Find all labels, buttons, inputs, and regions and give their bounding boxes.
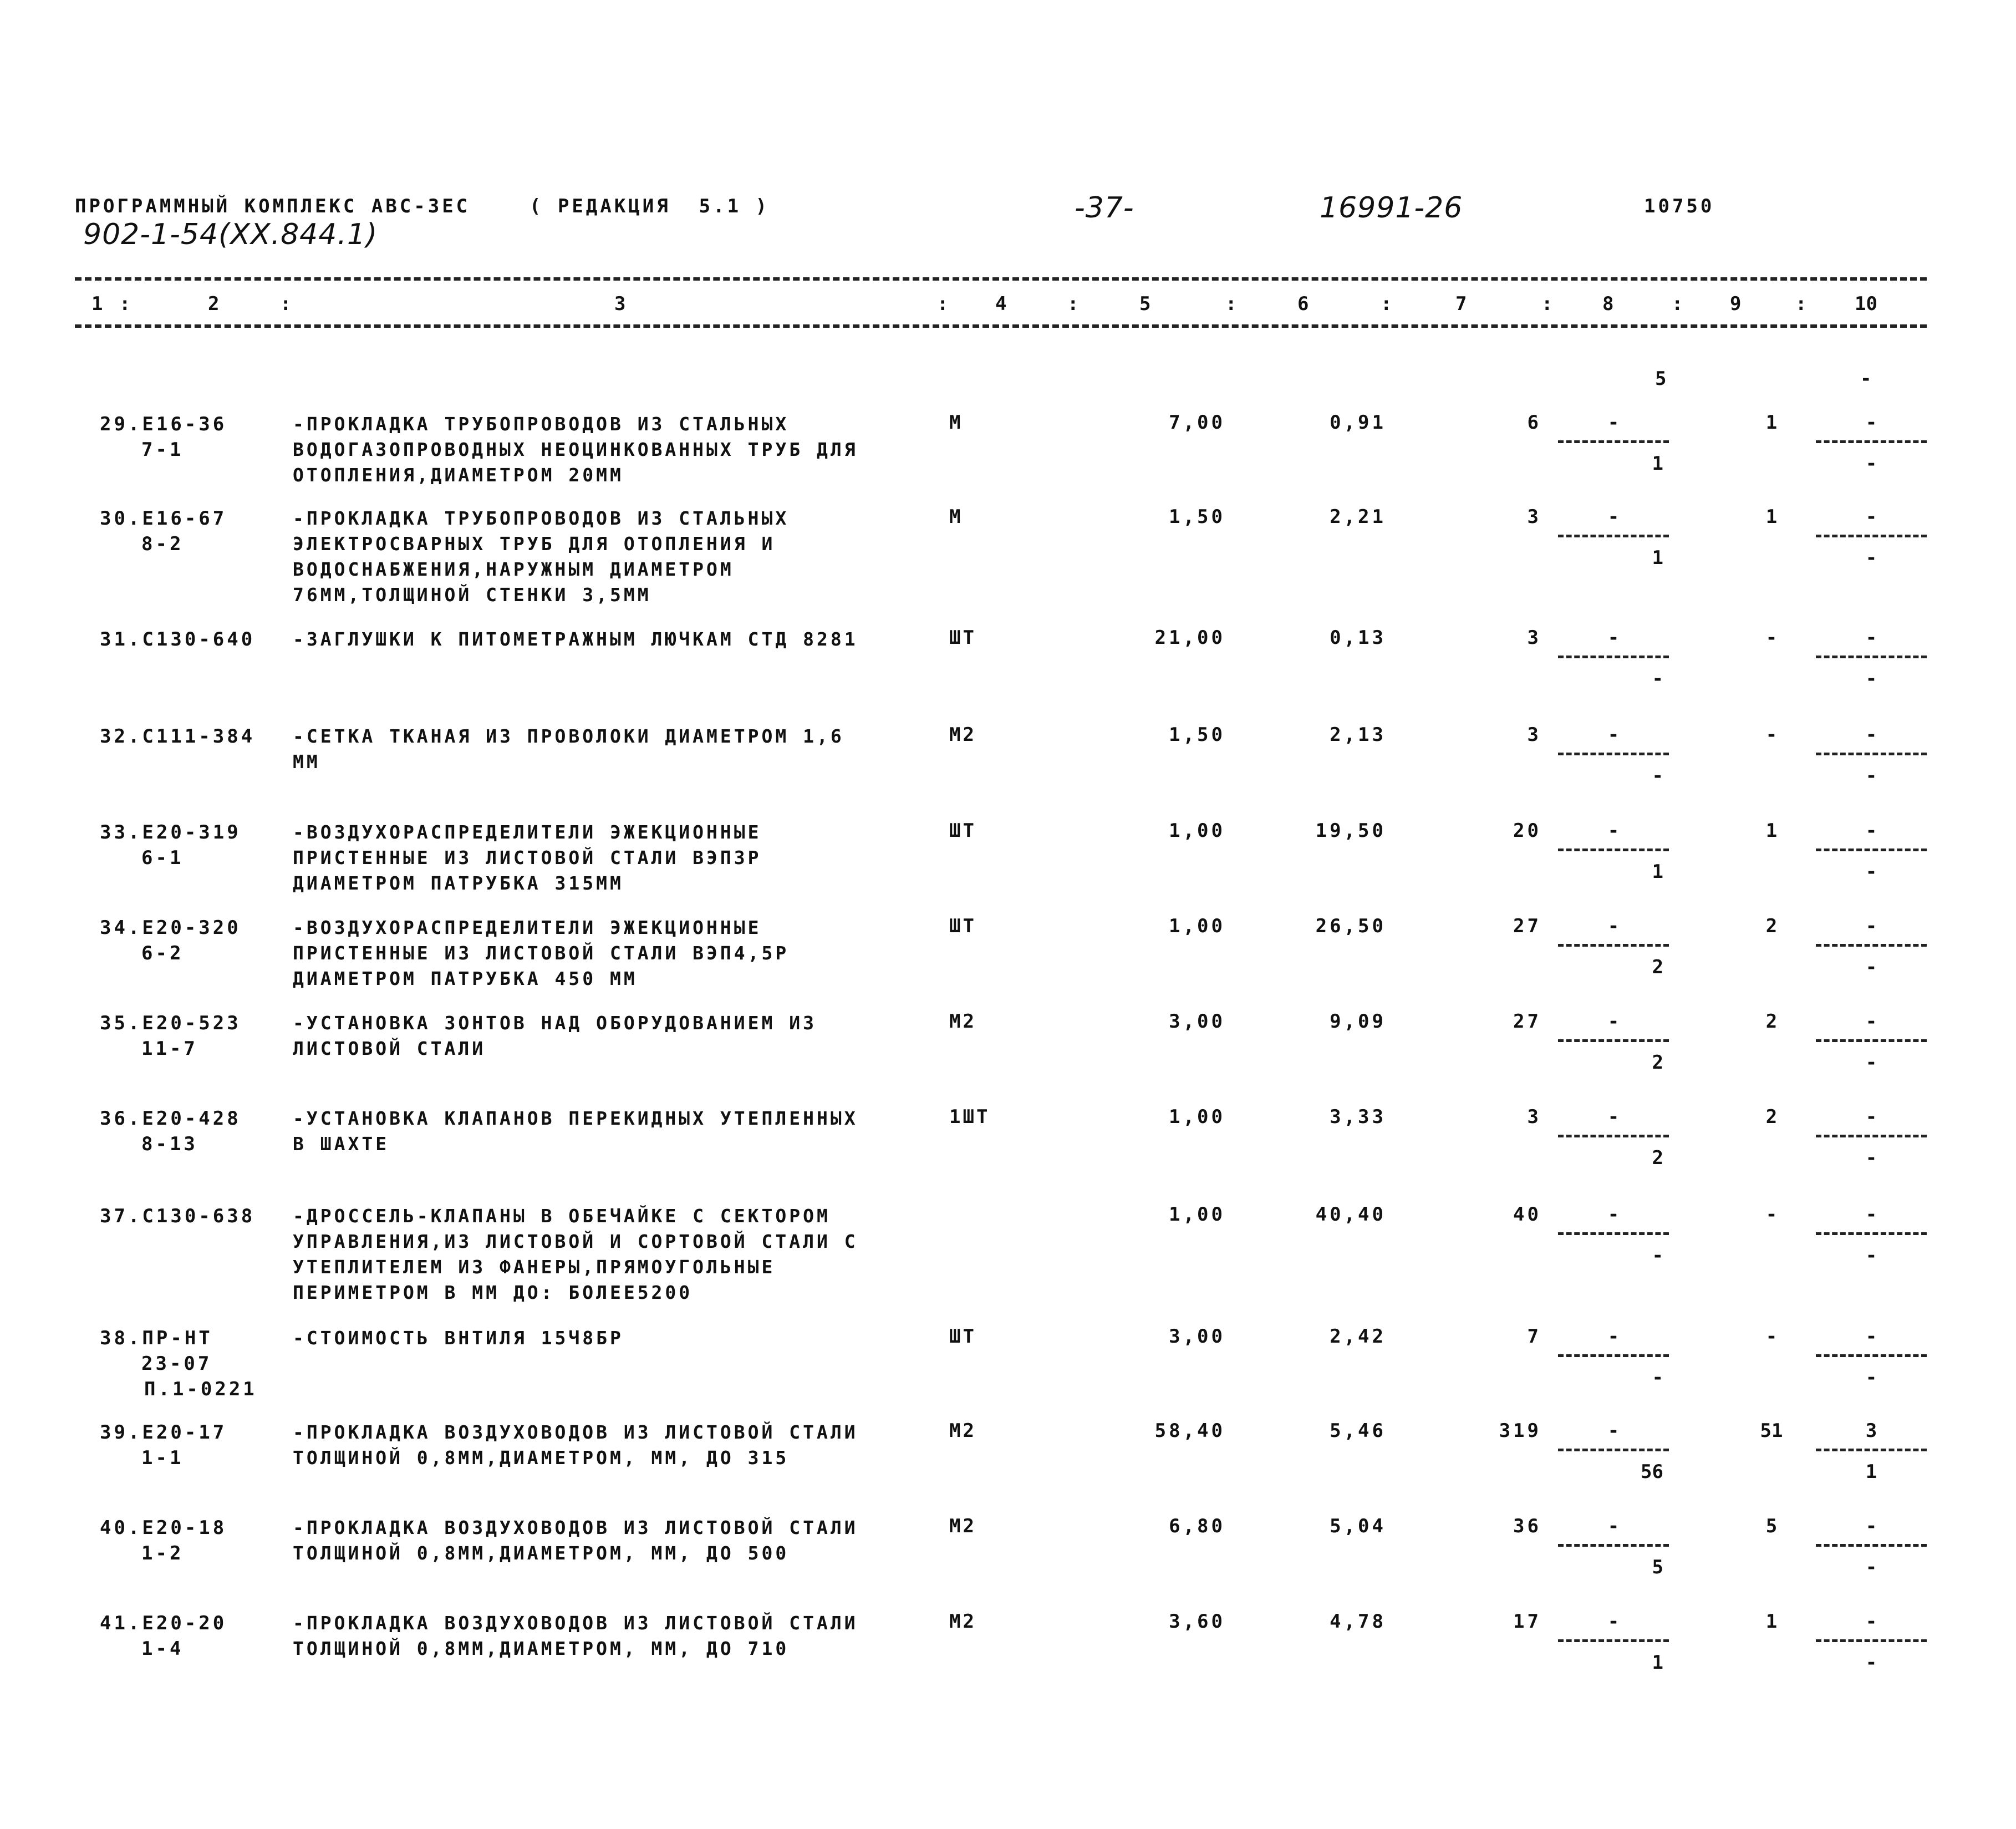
col10-fraction bbox=[1816, 506, 1927, 595]
edition: ( РЕДАКЦИЯ 5.1 ) bbox=[530, 195, 770, 217]
row-description bbox=[293, 627, 858, 652]
row-code bbox=[100, 1610, 227, 1662]
row-description-line: -ДРОССЕЛЬ-КЛАПАНЫ В ОБЕЧАЙКЕ С СЕКТОРОМ bbox=[293, 1205, 831, 1227]
row-description bbox=[293, 1420, 858, 1471]
row-description bbox=[293, 1610, 858, 1662]
row-total: 27 bbox=[1513, 1010, 1541, 1033]
col10-fraction bbox=[1816, 1610, 1927, 1699]
col10-bottom: 1 bbox=[1865, 1461, 1877, 1483]
row-description bbox=[293, 820, 762, 896]
row-description-line: ТОЛЩИНОЙ 0,8ММ,ДИАМЕТРОМ, ММ, ДО 500 bbox=[293, 1542, 790, 1564]
row-unit-price: 9,09 bbox=[1330, 1010, 1386, 1033]
col-5: 5 bbox=[1139, 293, 1151, 315]
table-row bbox=[0, 1010, 2016, 1074]
row-total: 319 bbox=[1499, 1420, 1541, 1442]
col8-top: - bbox=[1607, 1010, 1620, 1033]
col10-fraction bbox=[1816, 1420, 1927, 1508]
col10-bottom: - bbox=[1865, 765, 1877, 787]
row-total: 3 bbox=[1527, 627, 1541, 649]
row-unit: ШТ bbox=[949, 627, 976, 649]
row-description-line: -ПРОКЛАДКА ВОЗДУХОВОДОВ ИЗ ЛИСТОВОЙ СТАЛИ bbox=[293, 1421, 858, 1443]
row-description-line: УПРАВЛЕНИЯ,ИЗ ЛИСТОВОЙ И СОРТОВОЙ СТАЛИ С bbox=[293, 1231, 858, 1252]
col8-fraction bbox=[1558, 1010, 1669, 1099]
col10-bottom: - bbox=[1865, 453, 1877, 475]
col8-top: - bbox=[1607, 1203, 1620, 1226]
row-code-line: 38.ПР-НТ bbox=[100, 1327, 213, 1349]
col8-bottom: 5 bbox=[1652, 1556, 1663, 1578]
carry-col8: 5 bbox=[1655, 368, 1667, 390]
row-code-line: 1-4 bbox=[141, 1638, 184, 1660]
col10-bottom: - bbox=[1865, 668, 1877, 690]
row-total: 3 bbox=[1527, 1106, 1541, 1128]
col8-fraction bbox=[1558, 1420, 1669, 1508]
col10-fraction bbox=[1816, 820, 1927, 908]
col10-divider bbox=[1816, 656, 1927, 658]
row-description-line: В ШАХТЕ bbox=[293, 1133, 390, 1155]
col-9: 9 bbox=[1730, 293, 1742, 315]
row-code-line: 11-7 bbox=[141, 1038, 198, 1060]
col8-top: - bbox=[1607, 506, 1620, 528]
col10-fraction bbox=[1816, 627, 1927, 715]
table-row bbox=[0, 1325, 2016, 1400]
row-code-line: 32.С111-384 bbox=[100, 725, 256, 748]
row-code-line: 6-2 bbox=[141, 942, 184, 964]
row-quantity: 3,00 bbox=[1169, 1010, 1225, 1033]
table-row bbox=[0, 1420, 2016, 1483]
table-row bbox=[0, 1203, 2016, 1303]
col8-divider bbox=[1558, 1544, 1669, 1547]
col8-bottom: - bbox=[1652, 765, 1663, 787]
row-description-line: -УСТАНОВКА ЗОНТОВ НАД ОБОРУДОВАНИЕМ ИЗ bbox=[293, 1012, 817, 1034]
row-description-line: ОТОПЛЕНИЯ,ДИАМЕТРОМ 20ММ bbox=[293, 464, 624, 486]
row-description-line: -ВОЗДУХОРАСПРЕДЕЛИТЕЛИ ЭЖЕКЦИОННЫЕ bbox=[293, 917, 762, 938]
row-code-line: 7-1 bbox=[141, 439, 184, 461]
row-code-line: 37.С130-638 bbox=[100, 1205, 256, 1227]
row-code-line: 31.С130-640 bbox=[100, 628, 256, 651]
row-unit: М2 bbox=[949, 1420, 976, 1442]
carry-col10: - bbox=[1860, 368, 1872, 390]
col8-top: - bbox=[1607, 915, 1620, 937]
row-description bbox=[293, 1515, 858, 1566]
col10-bottom: - bbox=[1865, 1556, 1877, 1578]
row-description-line: -УСТАНОВКА КЛАПАНОВ ПЕРЕКИДНЫХ УТЕПЛЕННЫХ bbox=[293, 1107, 858, 1129]
col-7: 7 bbox=[1455, 293, 1467, 315]
row-description-line: -ПРОКЛАДКА ТРУБОПРОВОДОВ ИЗ СТАЛЬНЫХ bbox=[293, 507, 790, 529]
row-description bbox=[293, 506, 789, 608]
col-4: 4 bbox=[995, 293, 1007, 315]
row-description-line: ММ bbox=[293, 751, 320, 773]
col8-fraction bbox=[1558, 1203, 1669, 1292]
row-description-line: ВОДОСНАБЖЕНИЯ,НАРУЖНЫМ ДИАМЕТРОМ bbox=[293, 558, 734, 580]
col8-bottom: 1 bbox=[1652, 547, 1663, 569]
col10-bottom: - bbox=[1865, 861, 1877, 883]
row-total: 6 bbox=[1527, 411, 1541, 434]
program-name: ПРОГРАММНЫЙ КОМПЛЕКС АВС-3ЕС bbox=[75, 195, 471, 217]
col8-top: - bbox=[1607, 724, 1620, 746]
row-unit-price: 2,13 bbox=[1330, 724, 1386, 746]
row-unit-price: 5,04 bbox=[1330, 1515, 1386, 1537]
row-unit: М bbox=[949, 506, 963, 528]
col10-fraction bbox=[1816, 1515, 1927, 1604]
row-code-line: 1-2 bbox=[141, 1542, 184, 1564]
col8-bottom: 1 bbox=[1652, 1652, 1663, 1674]
col8-top: - bbox=[1607, 411, 1620, 434]
row-description bbox=[293, 724, 844, 775]
row-quantity: 1,00 bbox=[1169, 915, 1225, 937]
col8-fraction bbox=[1558, 627, 1669, 715]
col10-bottom: - bbox=[1865, 956, 1877, 978]
col9-value: 2 bbox=[1765, 1106, 1778, 1128]
row-quantity: 21,00 bbox=[1154, 627, 1225, 649]
col-3: 3 bbox=[614, 293, 626, 315]
row-description-line: ТОЛЩИНОЙ 0,8ММ,ДИАМЕТРОМ, ММ, ДО 710 bbox=[293, 1638, 790, 1659]
col10-divider bbox=[1816, 1354, 1927, 1357]
col10-divider bbox=[1816, 753, 1927, 755]
row-quantity: 7,00 bbox=[1169, 411, 1225, 434]
col10-top: 3 bbox=[1865, 1420, 1877, 1442]
col9-value: 2 bbox=[1765, 1010, 1778, 1033]
row-unit: ШТ bbox=[949, 820, 976, 842]
row-unit-price: 26,50 bbox=[1315, 915, 1386, 937]
row-code bbox=[100, 1420, 227, 1471]
col8-bottom: 1 bbox=[1652, 453, 1663, 475]
col9-value: - bbox=[1765, 627, 1778, 649]
row-description-line: ДИАМЕТРОМ ПАТРУБКА 315ММ bbox=[293, 872, 624, 894]
row-quantity: 6,80 bbox=[1169, 1515, 1225, 1537]
col8-divider bbox=[1558, 656, 1669, 658]
row-description-line: -ПРОКЛАДКА ТРУБОПРОВОДОВ ИЗ СТАЛЬНЫХ bbox=[293, 413, 790, 435]
col8-top: - bbox=[1607, 1325, 1620, 1348]
col8-divider bbox=[1558, 535, 1669, 537]
col10-top: - bbox=[1865, 915, 1877, 937]
row-description-line: ПРИСТЕННЫЕ ИЗ ЛИСТОВОЙ СТАЛИ ВЭП4,5Р bbox=[293, 942, 790, 964]
col10-fraction bbox=[1816, 724, 1927, 812]
row-code-line: П.1-0221 bbox=[144, 1378, 257, 1400]
row-description bbox=[293, 411, 858, 488]
row-description-line: УТЕПЛИТЕЛЕМ ИЗ ФАНЕРЫ,ПРЯМОУГОЛЬНЫЕ bbox=[293, 1256, 776, 1278]
row-code-line: 23-07 bbox=[141, 1353, 212, 1375]
row-unit: М bbox=[949, 411, 963, 434]
row-unit: 1ШТ bbox=[949, 1106, 990, 1128]
row-unit-price: 4,78 bbox=[1330, 1610, 1386, 1633]
doc-reference: 16991-26 bbox=[1320, 191, 1463, 225]
col10-bottom: - bbox=[1865, 1051, 1877, 1074]
row-description bbox=[293, 1106, 858, 1157]
row-description-line: 76ММ,ТОЛЩИНОЙ СТЕНКИ 3,5ММ bbox=[293, 584, 651, 606]
col10-bottom: - bbox=[1865, 1244, 1877, 1267]
col8-divider bbox=[1558, 753, 1669, 755]
project-code: 902-1-54(ХХ.844.1) bbox=[83, 218, 378, 251]
row-code-line: 8-13 bbox=[141, 1133, 198, 1155]
col10-divider bbox=[1816, 849, 1927, 851]
col10-fraction bbox=[1816, 411, 1927, 500]
col9-value: 1 bbox=[1765, 820, 1778, 842]
table-row bbox=[0, 1515, 2016, 1578]
col9-value: 51 bbox=[1760, 1420, 1783, 1442]
col8-top: - bbox=[1607, 627, 1620, 649]
row-code-line: 30.Е16-67 bbox=[100, 507, 227, 530]
row-description-line: ЭЛЕКТРОСВАРНЫХ ТРУБ ДЛЯ ОТОПЛЕНИЯ И bbox=[293, 533, 776, 555]
row-description bbox=[293, 1010, 817, 1061]
row-quantity: 1,50 bbox=[1169, 724, 1225, 746]
col9-value: - bbox=[1765, 1325, 1778, 1348]
col9-value: 1 bbox=[1765, 506, 1778, 528]
row-total: 3 bbox=[1527, 724, 1541, 746]
row-description bbox=[293, 1203, 858, 1305]
col8-divider bbox=[1558, 944, 1669, 947]
col8-divider bbox=[1558, 1135, 1669, 1137]
row-code bbox=[100, 820, 241, 871]
row-code-line: 36.Е20-428 bbox=[100, 1107, 241, 1130]
row-code-line: 29.Е16-36 bbox=[100, 413, 227, 435]
col10-divider bbox=[1816, 1639, 1927, 1642]
col10-bottom: - bbox=[1865, 547, 1877, 569]
header-bottom-rule bbox=[75, 324, 1927, 328]
row-unit-price: 19,50 bbox=[1315, 820, 1386, 842]
row-description-line: -СЕТКА ТКАНАЯ ИЗ ПРОВОЛОКИ ДИАМЕТРОМ 1,6 bbox=[293, 725, 844, 747]
col9-value: - bbox=[1765, 724, 1778, 746]
row-quantity: 3,60 bbox=[1169, 1610, 1225, 1633]
col8-fraction bbox=[1558, 724, 1669, 812]
row-code-line: 41.Е20-20 bbox=[100, 1612, 227, 1634]
col8-bottom: 1 bbox=[1652, 861, 1663, 883]
table-row bbox=[0, 820, 2016, 894]
header-top-rule bbox=[75, 277, 1927, 281]
row-code-line: 33.Е20-319 bbox=[100, 821, 241, 844]
col8-bottom: 2 bbox=[1652, 1147, 1663, 1169]
col8-bottom: 2 bbox=[1652, 1051, 1663, 1074]
col8-divider bbox=[1558, 440, 1669, 443]
row-unit-price: 0,91 bbox=[1330, 411, 1386, 434]
col8-bottom: - bbox=[1652, 668, 1663, 690]
row-description-line: ЛИСТОВОЙ СТАЛИ bbox=[293, 1038, 486, 1059]
row-unit: М2 bbox=[949, 1515, 976, 1537]
row-total: 17 bbox=[1513, 1610, 1541, 1633]
table-row bbox=[0, 627, 2016, 690]
col10-top: - bbox=[1865, 820, 1877, 842]
col-1: 1 bbox=[91, 293, 103, 315]
table-row bbox=[0, 506, 2016, 606]
col9-value: - bbox=[1765, 1203, 1778, 1226]
col10-fraction bbox=[1816, 1203, 1927, 1292]
col10-bottom: - bbox=[1865, 1652, 1877, 1674]
table-row bbox=[0, 915, 2016, 989]
row-unit-price: 0,13 bbox=[1330, 627, 1386, 649]
col10-top: - bbox=[1865, 1515, 1877, 1537]
row-description bbox=[293, 1325, 624, 1351]
col10-divider bbox=[1816, 440, 1927, 443]
row-unit-price: 2,21 bbox=[1330, 506, 1386, 528]
row-unit-price: 5,46 bbox=[1330, 1420, 1386, 1442]
row-description-line: ДИАМЕТРОМ ПАТРУБКА 450 ММ bbox=[293, 968, 638, 989]
col8-divider bbox=[1558, 1639, 1669, 1642]
row-total: 27 bbox=[1513, 915, 1541, 937]
row-code-line: 35.Е20-523 bbox=[100, 1012, 241, 1034]
col10-top: - bbox=[1865, 1106, 1877, 1128]
row-description-line: ПРИСТЕННЫЕ ИЗ ЛИСТОВОЙ СТАЛИ ВЭП3Р bbox=[293, 847, 762, 868]
row-description-line: -СТОИМОСТЬ ВНТИЛЯ 15Ч8БР bbox=[293, 1327, 624, 1349]
row-description-line: ТОЛЩИНОЙ 0,8ММ,ДИАМЕТРОМ, ММ, ДО 315 bbox=[293, 1447, 790, 1469]
row-description-line: -ПРОКЛАДКА ВОЗДУХОВОДОВ ИЗ ЛИСТОВОЙ СТАЛИ bbox=[293, 1517, 858, 1538]
row-code-line: 34.Е20-320 bbox=[100, 917, 241, 939]
row-code bbox=[100, 1515, 227, 1566]
col8-top: - bbox=[1607, 1515, 1620, 1537]
row-code bbox=[100, 915, 241, 966]
table-row bbox=[0, 1610, 2016, 1674]
row-description-line: ВОДОГАЗОПРОВОДНЫХ НЕОЦИНКОВАННЫХ ТРУБ ДЛЯ bbox=[293, 439, 858, 460]
row-code-line: 39.Е20-17 bbox=[100, 1421, 227, 1444]
col10-top: - bbox=[1865, 411, 1877, 434]
col10-bottom: - bbox=[1865, 1366, 1877, 1389]
row-description-line: ПЕРИМЕТРОМ В ММ ДО: БОЛЕЕ5200 bbox=[293, 1282, 693, 1303]
col10-divider bbox=[1816, 1449, 1927, 1451]
col8-bottom: - bbox=[1652, 1244, 1663, 1267]
row-quantity: 1,00 bbox=[1169, 1106, 1225, 1128]
col10-fraction bbox=[1816, 1325, 1927, 1414]
col-6: 6 bbox=[1297, 293, 1309, 315]
row-code-line: 40.Е20-18 bbox=[100, 1517, 227, 1539]
col8-divider bbox=[1558, 849, 1669, 851]
row-unit: ШТ bbox=[949, 915, 976, 937]
row-code bbox=[100, 506, 227, 557]
row-unit-price: 40,40 bbox=[1315, 1203, 1386, 1226]
row-description-line: -ПРОКЛАДКА ВОЗДУХОВОДОВ ИЗ ЛИСТОВОЙ СТАЛИ bbox=[293, 1612, 858, 1634]
row-unit: М2 bbox=[949, 1010, 976, 1033]
row-code-line: 6-1 bbox=[141, 847, 184, 869]
row-unit: М2 bbox=[949, 724, 976, 746]
col10-bottom: - bbox=[1865, 1147, 1877, 1169]
col8-divider bbox=[1558, 1039, 1669, 1042]
col8-fraction bbox=[1558, 506, 1669, 595]
row-unit: ШТ bbox=[949, 1325, 976, 1348]
row-code bbox=[100, 724, 255, 749]
col8-bottom: 2 bbox=[1652, 956, 1663, 978]
row-quantity: 1,00 bbox=[1169, 820, 1225, 842]
col9-value: 2 bbox=[1765, 915, 1778, 937]
row-total: 40 bbox=[1513, 1203, 1541, 1226]
sheet-number: 10750 bbox=[1644, 195, 1715, 217]
row-code bbox=[100, 1203, 255, 1229]
col8-divider bbox=[1558, 1232, 1669, 1235]
row-total: 36 bbox=[1513, 1515, 1541, 1537]
row-unit: М2 bbox=[949, 1610, 976, 1633]
row-quantity: 1,00 bbox=[1169, 1203, 1225, 1226]
table-row bbox=[0, 1106, 2016, 1169]
page-number: -37- bbox=[1075, 191, 1134, 225]
col10-fraction bbox=[1816, 1106, 1927, 1195]
col10-divider bbox=[1816, 535, 1927, 537]
row-unit-price: 2,42 bbox=[1330, 1325, 1386, 1348]
row-total: 20 bbox=[1513, 820, 1541, 842]
row-quantity: 58,40 bbox=[1154, 1420, 1225, 1442]
col10-divider bbox=[1816, 1135, 1927, 1137]
col-10: 10 bbox=[1855, 293, 1877, 315]
col10-fraction bbox=[1816, 915, 1927, 1004]
col8-top: - bbox=[1607, 1610, 1620, 1633]
col8-bottom: 56 bbox=[1641, 1461, 1663, 1483]
row-total: 7 bbox=[1527, 1325, 1541, 1348]
table-row bbox=[0, 411, 2016, 486]
col10-top: - bbox=[1865, 506, 1877, 528]
col9-value: 1 bbox=[1765, 1610, 1778, 1633]
row-code bbox=[100, 1325, 257, 1402]
row-code bbox=[100, 411, 227, 463]
col10-top: - bbox=[1865, 627, 1877, 649]
row-code bbox=[100, 1010, 241, 1061]
col8-fraction bbox=[1558, 1515, 1669, 1604]
col8-fraction bbox=[1558, 1325, 1669, 1414]
col10-top: - bbox=[1865, 1203, 1877, 1226]
row-code-line: 8-2 bbox=[141, 533, 184, 555]
row-unit-price: 3,33 bbox=[1330, 1106, 1386, 1128]
row-description-line: -ЗАГЛУШКИ К ПИТОМЕТРАЖНЫМ ЛЮЧКАМ СТД 8281 bbox=[293, 628, 858, 650]
col10-top: - bbox=[1865, 1325, 1877, 1348]
col8-fraction bbox=[1558, 411, 1669, 500]
col8-fraction bbox=[1558, 1610, 1669, 1699]
col8-top: - bbox=[1607, 1106, 1620, 1128]
col10-divider bbox=[1816, 1039, 1927, 1042]
row-code bbox=[100, 627, 255, 652]
col9-value: 5 bbox=[1765, 1515, 1778, 1537]
table-row bbox=[0, 724, 2016, 787]
row-code-line: 1-1 bbox=[141, 1447, 184, 1469]
col10-top: - bbox=[1865, 1610, 1877, 1633]
col8-divider bbox=[1558, 1354, 1669, 1357]
col10-fraction bbox=[1816, 1010, 1927, 1099]
row-total: 3 bbox=[1527, 506, 1541, 528]
col8-fraction bbox=[1558, 820, 1669, 908]
col10-top: - bbox=[1865, 1010, 1877, 1033]
row-quantity: 1,50 bbox=[1169, 506, 1225, 528]
col9-value: 1 bbox=[1765, 411, 1778, 434]
row-description-line: -ВОЗДУХОРАСПРЕДЕЛИТЕЛИ ЭЖЕКЦИОННЫЕ bbox=[293, 821, 762, 843]
col8-top: - bbox=[1607, 820, 1620, 842]
col10-divider bbox=[1816, 944, 1927, 947]
col8-top: - bbox=[1607, 1420, 1620, 1442]
col8-divider bbox=[1558, 1449, 1669, 1451]
col10-divider bbox=[1816, 1544, 1927, 1547]
col10-top: - bbox=[1865, 724, 1877, 746]
col8-bottom: - bbox=[1652, 1366, 1663, 1389]
row-quantity: 3,00 bbox=[1169, 1325, 1225, 1348]
col-8: 8 bbox=[1602, 293, 1614, 315]
col8-fraction bbox=[1558, 915, 1669, 1004]
col10-divider bbox=[1816, 1232, 1927, 1235]
col8-fraction bbox=[1558, 1106, 1669, 1195]
row-description bbox=[293, 915, 789, 992]
col-2: 2 bbox=[208, 293, 220, 315]
row-code bbox=[100, 1106, 241, 1157]
